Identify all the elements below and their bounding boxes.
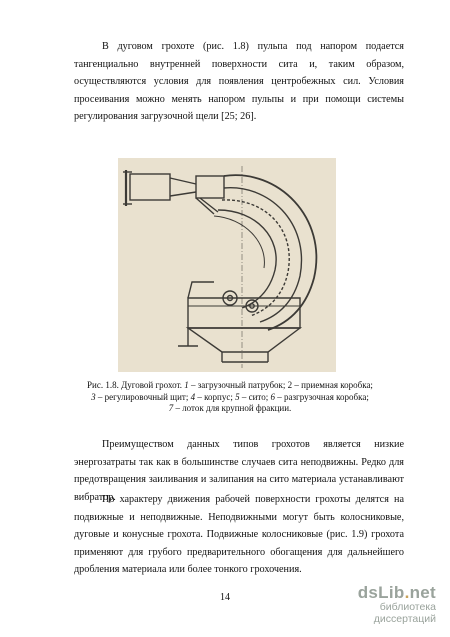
- page-number: 14: [220, 592, 230, 603]
- caption-text-6: – разгрузочная коробка;: [274, 391, 369, 402]
- caption-text-1: – загрузочный патрубок; 2 – приемная коробка;: [188, 380, 373, 390]
- figure-caption: [70, 380, 390, 415]
- caption-text-3: – регулировочный щит;: [95, 391, 191, 402]
- caption-text-5: – сито;: [239, 391, 271, 402]
- watermark-logo-main: dsLib: [357, 583, 405, 602]
- caption-number-7: 7: [168, 403, 174, 413]
- hopper-shape: [188, 328, 300, 352]
- caption-number-1: 1: [184, 380, 189, 390]
- paragraph-advantages: Преимуществом данных типов грохотов является низкие энергозатраты так как в большинстве случаев сита неподвижны. Редко для предотвращения заиливания и залипания на сито материала устанавливают вибратор.: [74, 439, 404, 503]
- caption-number-5: 5: [235, 391, 240, 402]
- watermark-tagline: библиотека диссертаций: [373, 601, 436, 625]
- caption-prefix: Рис. 1.8. Дуговой грохот.: [87, 380, 185, 390]
- figure-arc-screen-drawing: [118, 158, 336, 372]
- coarse-chute-shape: [188, 282, 214, 298]
- housing-outer-arc: [224, 175, 316, 330]
- caption-number-6: 6: [270, 391, 275, 402]
- paragraph-arc-screen: В дуговом грохоте (рис. 1.8) пульпа под напором подается тангенциально внутренней поверхности сита и, таким образом, осуществляются условия для появления центробежных сил. Условия просеивания можно менять напором пульпы и при помощи системы регулирования загрузочной щели [25; 26].: [74, 41, 404, 123]
- caption-text-7: – лоток для крупной фракции.: [173, 403, 292, 413]
- sieve-support-arc: [218, 210, 276, 308]
- watermark-logo[interactable]: [316, 583, 436, 603]
- caption-number-3: 3: [91, 391, 96, 402]
- watermark[interactable]: [316, 583, 436, 625]
- arc-screen-technical-drawing: [118, 158, 336, 372]
- paragraph-classification: По характеру движения рабочей поверхности грохоты делятся на подвижные и неподвижные. Неподвижными могут быть колосниковые, дуговые и конусные грохота. Подвижные колосниковые (рис. 1.9) грохота применяют для грубого предварительного обогащения для дальнейшего дробления материала или более тонкого грохочения.: [74, 494, 404, 576]
- caption-number-4: 4: [190, 391, 196, 402]
- caption-text-4: – корпус;: [195, 391, 236, 402]
- receiving-box-shape: [196, 176, 224, 198]
- inlet-pipe-shape: [130, 174, 170, 200]
- watermark-logo-dot: .: [404, 583, 410, 602]
- watermark-logo-tld: net: [409, 583, 436, 602]
